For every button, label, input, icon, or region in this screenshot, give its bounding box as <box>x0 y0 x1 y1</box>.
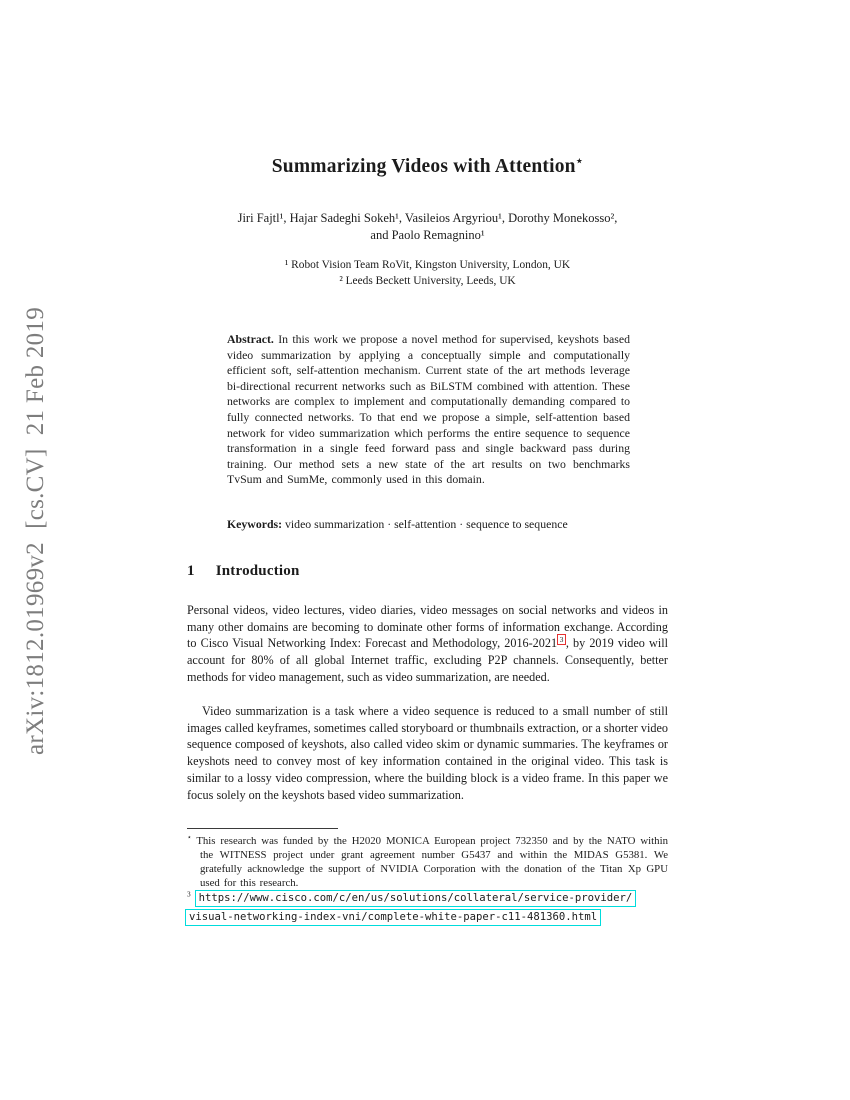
keywords-line <box>227 517 630 532</box>
affiliation-2: ² Leeds Beckett University, Leeds, UK <box>339 275 516 288</box>
footnote-3 <box>187 890 668 926</box>
abstract <box>227 332 630 488</box>
section-1-heading <box>187 563 300 580</box>
paper-title-text: Summarizing Videos with Attention <box>271 156 576 177</box>
footnote-rule <box>187 828 338 829</box>
paragraph-1-text-before-ref: Personal videos, video lectures, video diaries, video messages on social networks and videos in many other domains are becoming to dominate other forms of information exchange. According to Cisco Visual Networking Index: Forecast and Methodology, 2016-2021 <box>187 603 668 651</box>
section-1-title: Introduction <box>215 563 300 579</box>
footnote-star-text: This research was funded by the H2020 MONICA European project 732350 and by the NATO within the WITNESS project under grant agreement number G5437 and within the MIDAS G5381. We gratefully acknowledge the support of NVIDIA Corporation with the donation of the Titan Xp GPU used for this research. <box>196 835 668 890</box>
title-footnote-star-marker: ⋆ <box>575 154 584 168</box>
authors-block <box>187 210 668 244</box>
intro-paragraph-2: Video summarization is a task where a video sequence is reduced to a small number of still images called keyframes, sometimes called storyboard or thumbnails extraction, or a shorter video sequence composed of keyshots, also called video skim or dynamic summaries. The keyframes or keyshots need to convey most of key information contained in the original video. This task is similar to a lossy video compression, where the building block is a video frame. In this paper we focus solely on the keyshots based video summarization. <box>187 704 668 802</box>
section-1-number: 1 <box>187 563 195 579</box>
abstract-label: Abstract. <box>227 332 274 346</box>
footnote-star <box>187 834 668 890</box>
affiliations-block <box>187 257 668 289</box>
arxiv-watermark: arXiv:1812.01969v2 [cs.CV] 21 Feb 2019 <box>22 306 49 756</box>
affiliation-1: ¹ Robot Vision Team RoVit, Kingston University, London, UK <box>284 259 571 271</box>
cisco-url-link-line-2[interactable]: visual-networking-index-vni/complete-white-paper-c11-481360.html <box>185 909 601 926</box>
abstract-body: In this work we propose a novel method for supervised, keyshots based video summarization by applying a conceptually simple and computationally efficient soft, self-attention mechanism. Current state of the art methods leverage bi-directional recurrent networks such as BiLSTM combined with attention. These networks are complex to implement and computationally demanding compared to fully connected networks. To that end we propose a simple, self-attention based network for video summarization which performs the entire sequence to sequence transformation in a single feed forward pass and single backward pass during training. Our method sets a new state of the art results on two benchmarks TvSum and SumMe, commonly used in this domain. <box>227 332 631 487</box>
footnote-3-marker: 3 <box>187 889 191 899</box>
cisco-url-link-line-1[interactable]: https://www.cisco.com/c/en/us/solutions/collateral/service-provider/ <box>195 890 637 907</box>
footnote-3-reference-link[interactable]: 3 <box>557 634 566 645</box>
authors-line-1: Jiri Fajtl¹, Hajar Sadeghi Sokeh¹, Vasileios Argyriou¹, Dorothy Monekosso², <box>237 211 618 225</box>
authors-line-2: and Paolo Remagnino¹ <box>370 227 485 242</box>
intro-paragraph-1 <box>187 602 668 686</box>
keywords-text: video summarization · self-attention · sequence to sequence <box>285 517 568 531</box>
paper-title <box>187 156 668 178</box>
footnote-star-marker: ⋆ <box>187 832 192 842</box>
paragraph-1-text-after-ref: , by 2019 video will account for 80% of all global Internet traffic, excluding P2P channels. Consequently, better methods for video management, such as video summarization, are needed. <box>187 636 668 684</box>
keywords-label: Keywords: <box>227 517 283 531</box>
